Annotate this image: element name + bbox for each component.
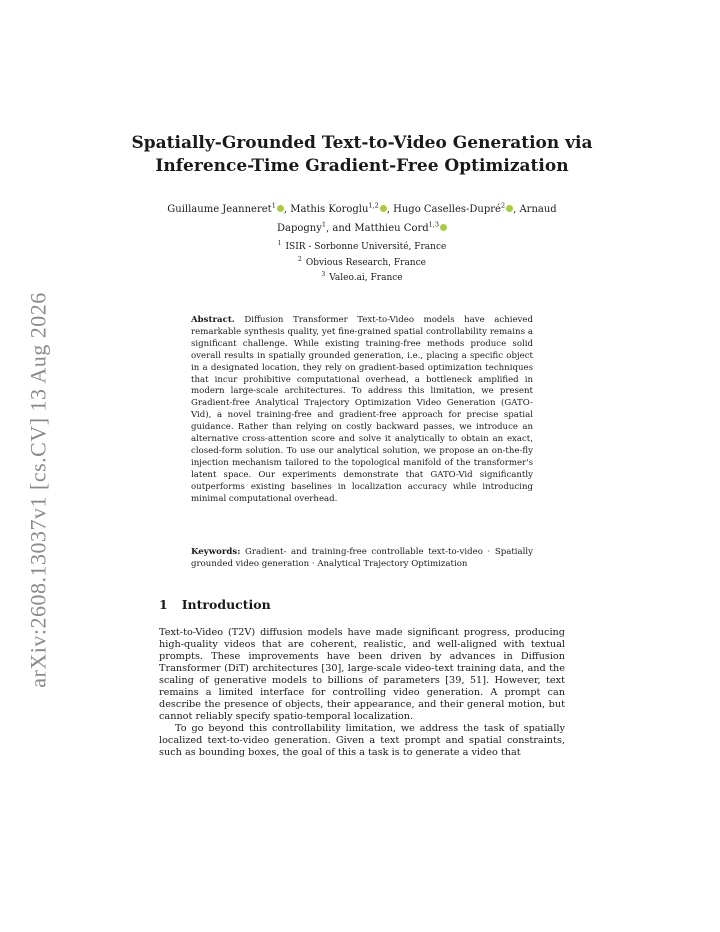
paragraph: Text-to-Video (T2V) diffusion models have made significant progress, producing high-quality videos that are coherent, realistic, and well-aligned with textual prompts. These improvements have been driven by advances in Diffusion Transformer (DiT) architectures [30], large-scale video-text training data, and the scaling of generative models to billions of parameters [39, 51]. However, text remains a limited interface for controlling video generation. A prompt can describe the presence of objects, their appearance, and their general motion, but cannot reliably specify spatio-temporal localization. (159, 627, 565, 722)
paper-title (100, 132, 624, 178)
section-heading (159, 597, 271, 612)
abstract-text: Diffusion Transformer Text-to-Video models have achieved remarkable synthesis quality, yet fine-grained spatial controllability remains a significant challenge. While existing training-free methods produce solid overall results in spatially grounded generation, i.e., placing a specific object in a designated location, they rely on gradient-based optimization techniques that incur prohibitive computational overhead, a bottleneck amplified in modern large-scale architectures. To address this limitation, we present Gradient-free Analytical Trajectory Optimization Video Generation (GATO-Vid), a novel training-free and gradient-free approach for precise spatial guidance. Rather than relying on costly backward passes, we introduce an alternative cross-attention score and solve it analytically to obtain an exact, closed-form solution. To use our analytical solution, we propose an on-the-fly injection mechanism tailored to the topological manifold of the transformer's latent space. Our experiments demonstrate that GATO-Vid significantly outperforms existing baselines in localization accuracy while introducing minimal computational overhead. (191, 315, 534, 504)
author-separator: , (513, 204, 520, 216)
arxiv-identifier (22, 292, 56, 688)
section-title: Introduction (181, 597, 271, 612)
affiliation-number: 3 (321, 271, 326, 278)
author-name: Matthieu Cord (354, 222, 429, 234)
paragraph: To go beyond this controllability limitation, we address the task of spatially localized text-to-video generation. Given a text prompt and spatial constraints, such as bounding boxes, the goal of this a task is to generate a video that (159, 722, 565, 758)
abstract-label: Abstract. (191, 315, 235, 325)
affiliation (200, 269, 524, 285)
author-name: Mathis Koroglu (290, 204, 369, 216)
author (354, 220, 447, 234)
author-affiliation-mark: 2 (500, 202, 506, 210)
affiliation-number: 2 (298, 255, 302, 263)
orcid-icon[interactable] (440, 224, 447, 231)
author (393, 204, 519, 215)
section-number: 1 (159, 597, 168, 612)
orcid-icon[interactable] (277, 205, 284, 212)
author-name: Guillaume Jeanneret (167, 204, 272, 216)
author-affiliation-mark: 1 (271, 202, 276, 210)
author-name: Hugo Caselles-Dupré (393, 204, 501, 216)
author-affiliation-mark: 1 (321, 220, 327, 229)
author-list (150, 199, 574, 236)
affiliation-number: 1 (277, 240, 282, 247)
keywords-text: Gradient- and training-free controllable text-to-video · Spatially grounded video generation · Analytical Trajectory Optimization (191, 547, 534, 569)
orcid-icon[interactable] (380, 205, 387, 212)
author (290, 204, 393, 215)
author-separator: , (386, 204, 394, 216)
author-separator: , (283, 204, 291, 216)
author-affiliation-mark: 1,2 (368, 202, 379, 210)
affiliation (200, 254, 524, 270)
introduction-body (159, 627, 565, 758)
author-affiliation-mark: 1,3 (428, 220, 439, 229)
abstract (191, 315, 533, 506)
author (167, 204, 290, 215)
affiliation (200, 238, 524, 254)
keywords-label: Keywords: (191, 547, 241, 557)
keywords (191, 547, 533, 571)
title-line-2: Inference-Time Gradient-Free Optimization (155, 156, 569, 176)
affiliation-text: Valeo.ai, France (329, 273, 403, 283)
affiliation-text: ISIR - Sorbonne Université, France (285, 242, 447, 252)
affiliations (200, 238, 524, 285)
author-name: Arnaud Dapogny (276, 204, 557, 234)
title-line-1: Spatially-Grounded Text-to-Video Generation via (131, 133, 593, 153)
arxiv-identifier-text: arXiv:2608.13037v1 [cs.CV] 13 Aug 2026 (26, 292, 52, 688)
author-separator: , and (326, 222, 355, 234)
affiliation-text: Obvious Research, France (305, 257, 426, 268)
